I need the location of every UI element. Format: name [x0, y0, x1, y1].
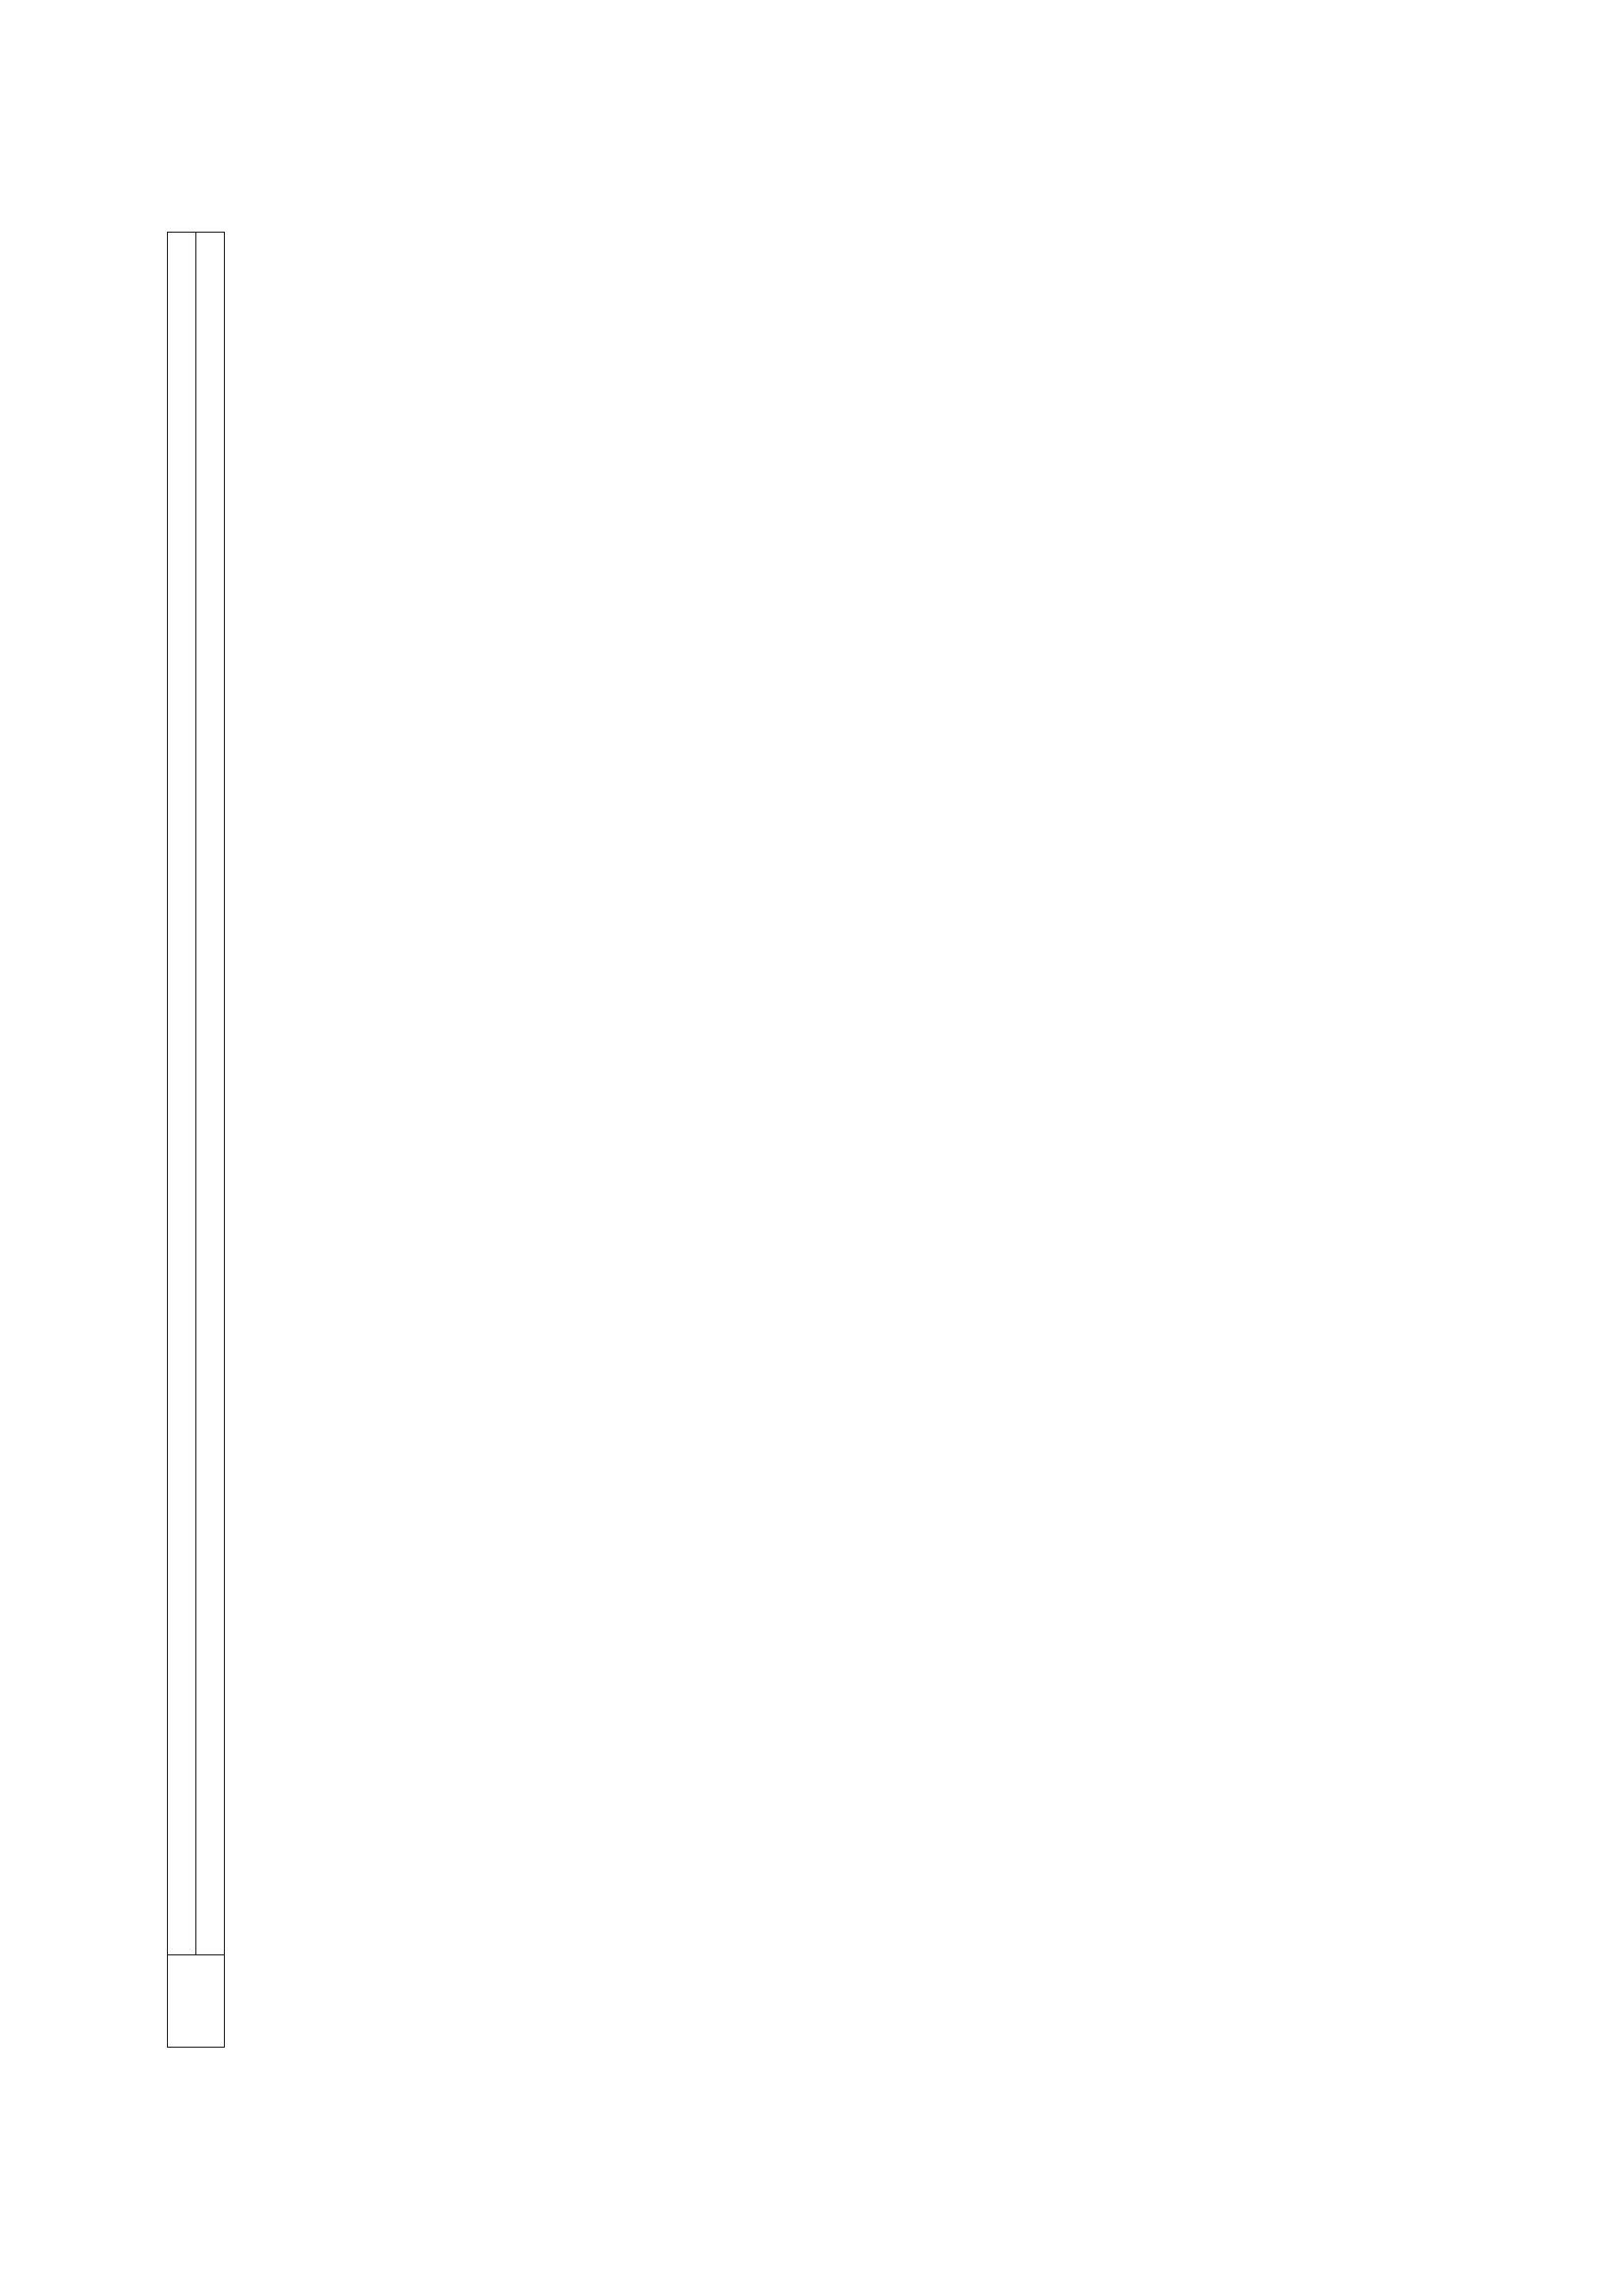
temperature-column-header: [168, 1955, 225, 2048]
rotated-table-container: [167, 232, 1434, 2048]
table-caption: [110, 974, 149, 1563]
top-header: [168, 233, 196, 1955]
sub-header: [196, 233, 225, 1955]
density-table: [167, 232, 225, 2048]
